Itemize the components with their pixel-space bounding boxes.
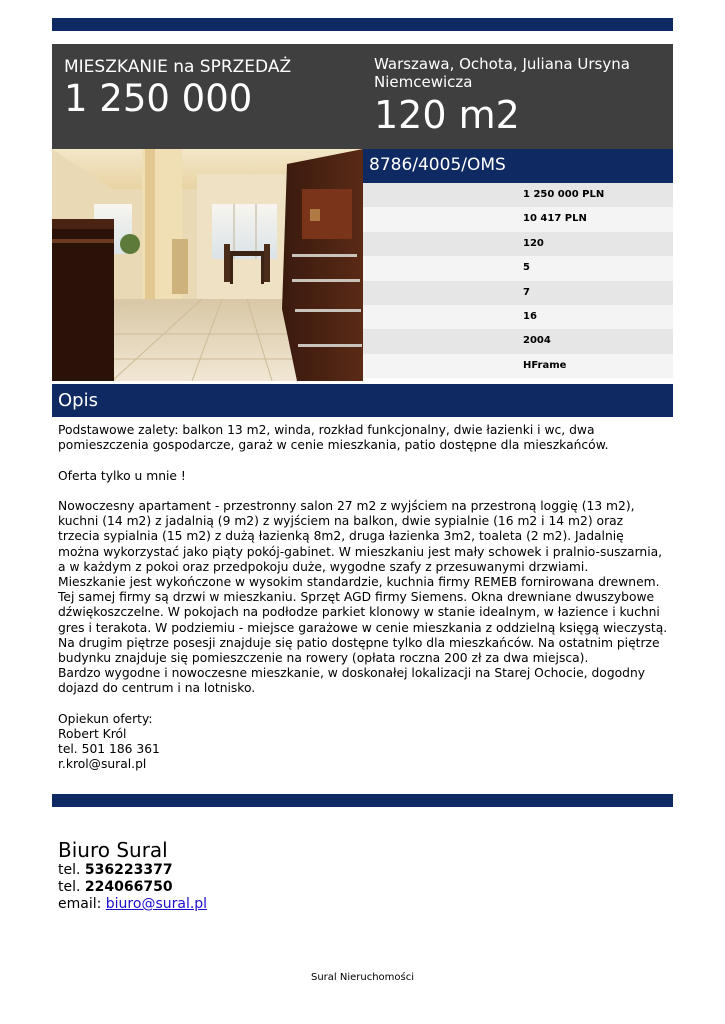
listing-type: MIESZKANIE na SPRZEDAŻ [64,57,292,77]
description-bar [52,384,673,417]
detail-row [363,256,673,280]
phone-number: 536223377 [84,862,173,878]
offer-id: 8786/4005/OMS [369,155,506,175]
detail-value: HFrame [523,359,567,371]
email-link[interactable]: biuro@sural.pl [105,896,208,912]
description-paragraph: Oferta tylko u mnie ! [58,468,186,483]
tel-label: tel. [58,879,81,895]
detail-value: 5 [523,262,530,274]
detail-value: 2004 [523,335,551,347]
detail-value: 10 417 PLN [523,213,587,225]
apartment-photo [52,149,363,381]
agency-email [58,896,207,913]
agency-phone-1 [58,862,207,879]
details-table [363,183,673,378]
description-paragraph: Podstawowe zalety: balkon 13 m2, winda, rozkład funkcjonalny, dwie łazienki i wc, dwa pomieszczenia gospodarcze, garaż w cenie mieszkania, patio dostępne dla mieszkańców. [58,423,609,453]
description-paragraph: Nowoczesny apartament - przestronny salon 27 m2 z wyjściem na przestroną loggię (13 m2), kuchni (14 m2) z jadalnią (9 m2) z wyjściem na balkon, dwie sypialnie (16 m2 i 14 m2) oraz trzecia sypialnia (15 m2) z dużą łazienką 8m2, druga łazienka 3m2, toaleta (2 m2). Jadalnię można wykorzystać jako piąty pokój-gabinet. W mieszkaniu jest mały schowek i pralnio-suszarnia, a w każdym z pokoi oraz przedpokoju duże, wygodne szafy z przesuwanymi drzwiami. Mieszkanie jest wykończone w wysokim standardzie, kuchnia firmy REMEB fornirowana drewnem. Tej samej firmy są drzwi w mieszkaniu. Sprzęt AGD firmy Siemens. Okna drewniane dwuszybowe dźwiękoszczelne. W pokojach na podłodze parkiet klonowy w stanie idealnym, w łazience i kuchni gres i terakota. W podziemiu - miejsce garażowe w cenie mieszkania z oddzielną księgą wieczystą. Na drugim piętrze posesji znajduje się patio dostępne tylko dla mieszkańców. Na ostatnim piętrze budynku znajduje się pomieszczenie na rowery (opłata roczna 200 zł za dwa miejsca). Bardzo wygodne i nowoczesne mieszkanie, w doskonałej lokalizacji na Starej Ochocie, dogodny dojazd do centrum i na lotnisko. [58,498,668,696]
detail-value: 120 [523,237,544,249]
agency-block [58,838,207,913]
detail-row [363,281,673,305]
detail-value: 7 [523,286,530,298]
detail-row [363,305,673,329]
description-title: Opis [58,390,98,411]
footer-text: Sural Nieruchomości [310,972,415,983]
top-bar [52,18,673,31]
tel-label: tel. [58,862,81,878]
detail-row [363,232,673,256]
phone-number: 224066750 [84,879,173,895]
detail-row [363,183,673,207]
listing-address: Warszawa, Ochota, Juliana Ursyna Niemcewicza [374,55,630,91]
detail-value: 1 250 000 PLN [523,189,605,200]
detail-value: 16 [523,310,537,322]
header-box [52,44,673,149]
offer-id-bar [363,149,673,183]
agency-phone-2 [58,879,207,896]
listing-price: 1 250 000 [64,77,253,120]
detail-row [363,354,673,378]
email-label: email: [58,896,102,912]
description-body [58,423,668,788]
bottom-bar [52,794,673,807]
listing-area: 120 m2 [374,93,520,137]
detail-row [363,329,673,353]
contact-person: Opiekun oferty: Robert Król tel. 501 186 361 r.krol@sural.pl [58,711,160,772]
detail-row [363,207,673,231]
agency-name: Biuro Sural [58,838,168,862]
